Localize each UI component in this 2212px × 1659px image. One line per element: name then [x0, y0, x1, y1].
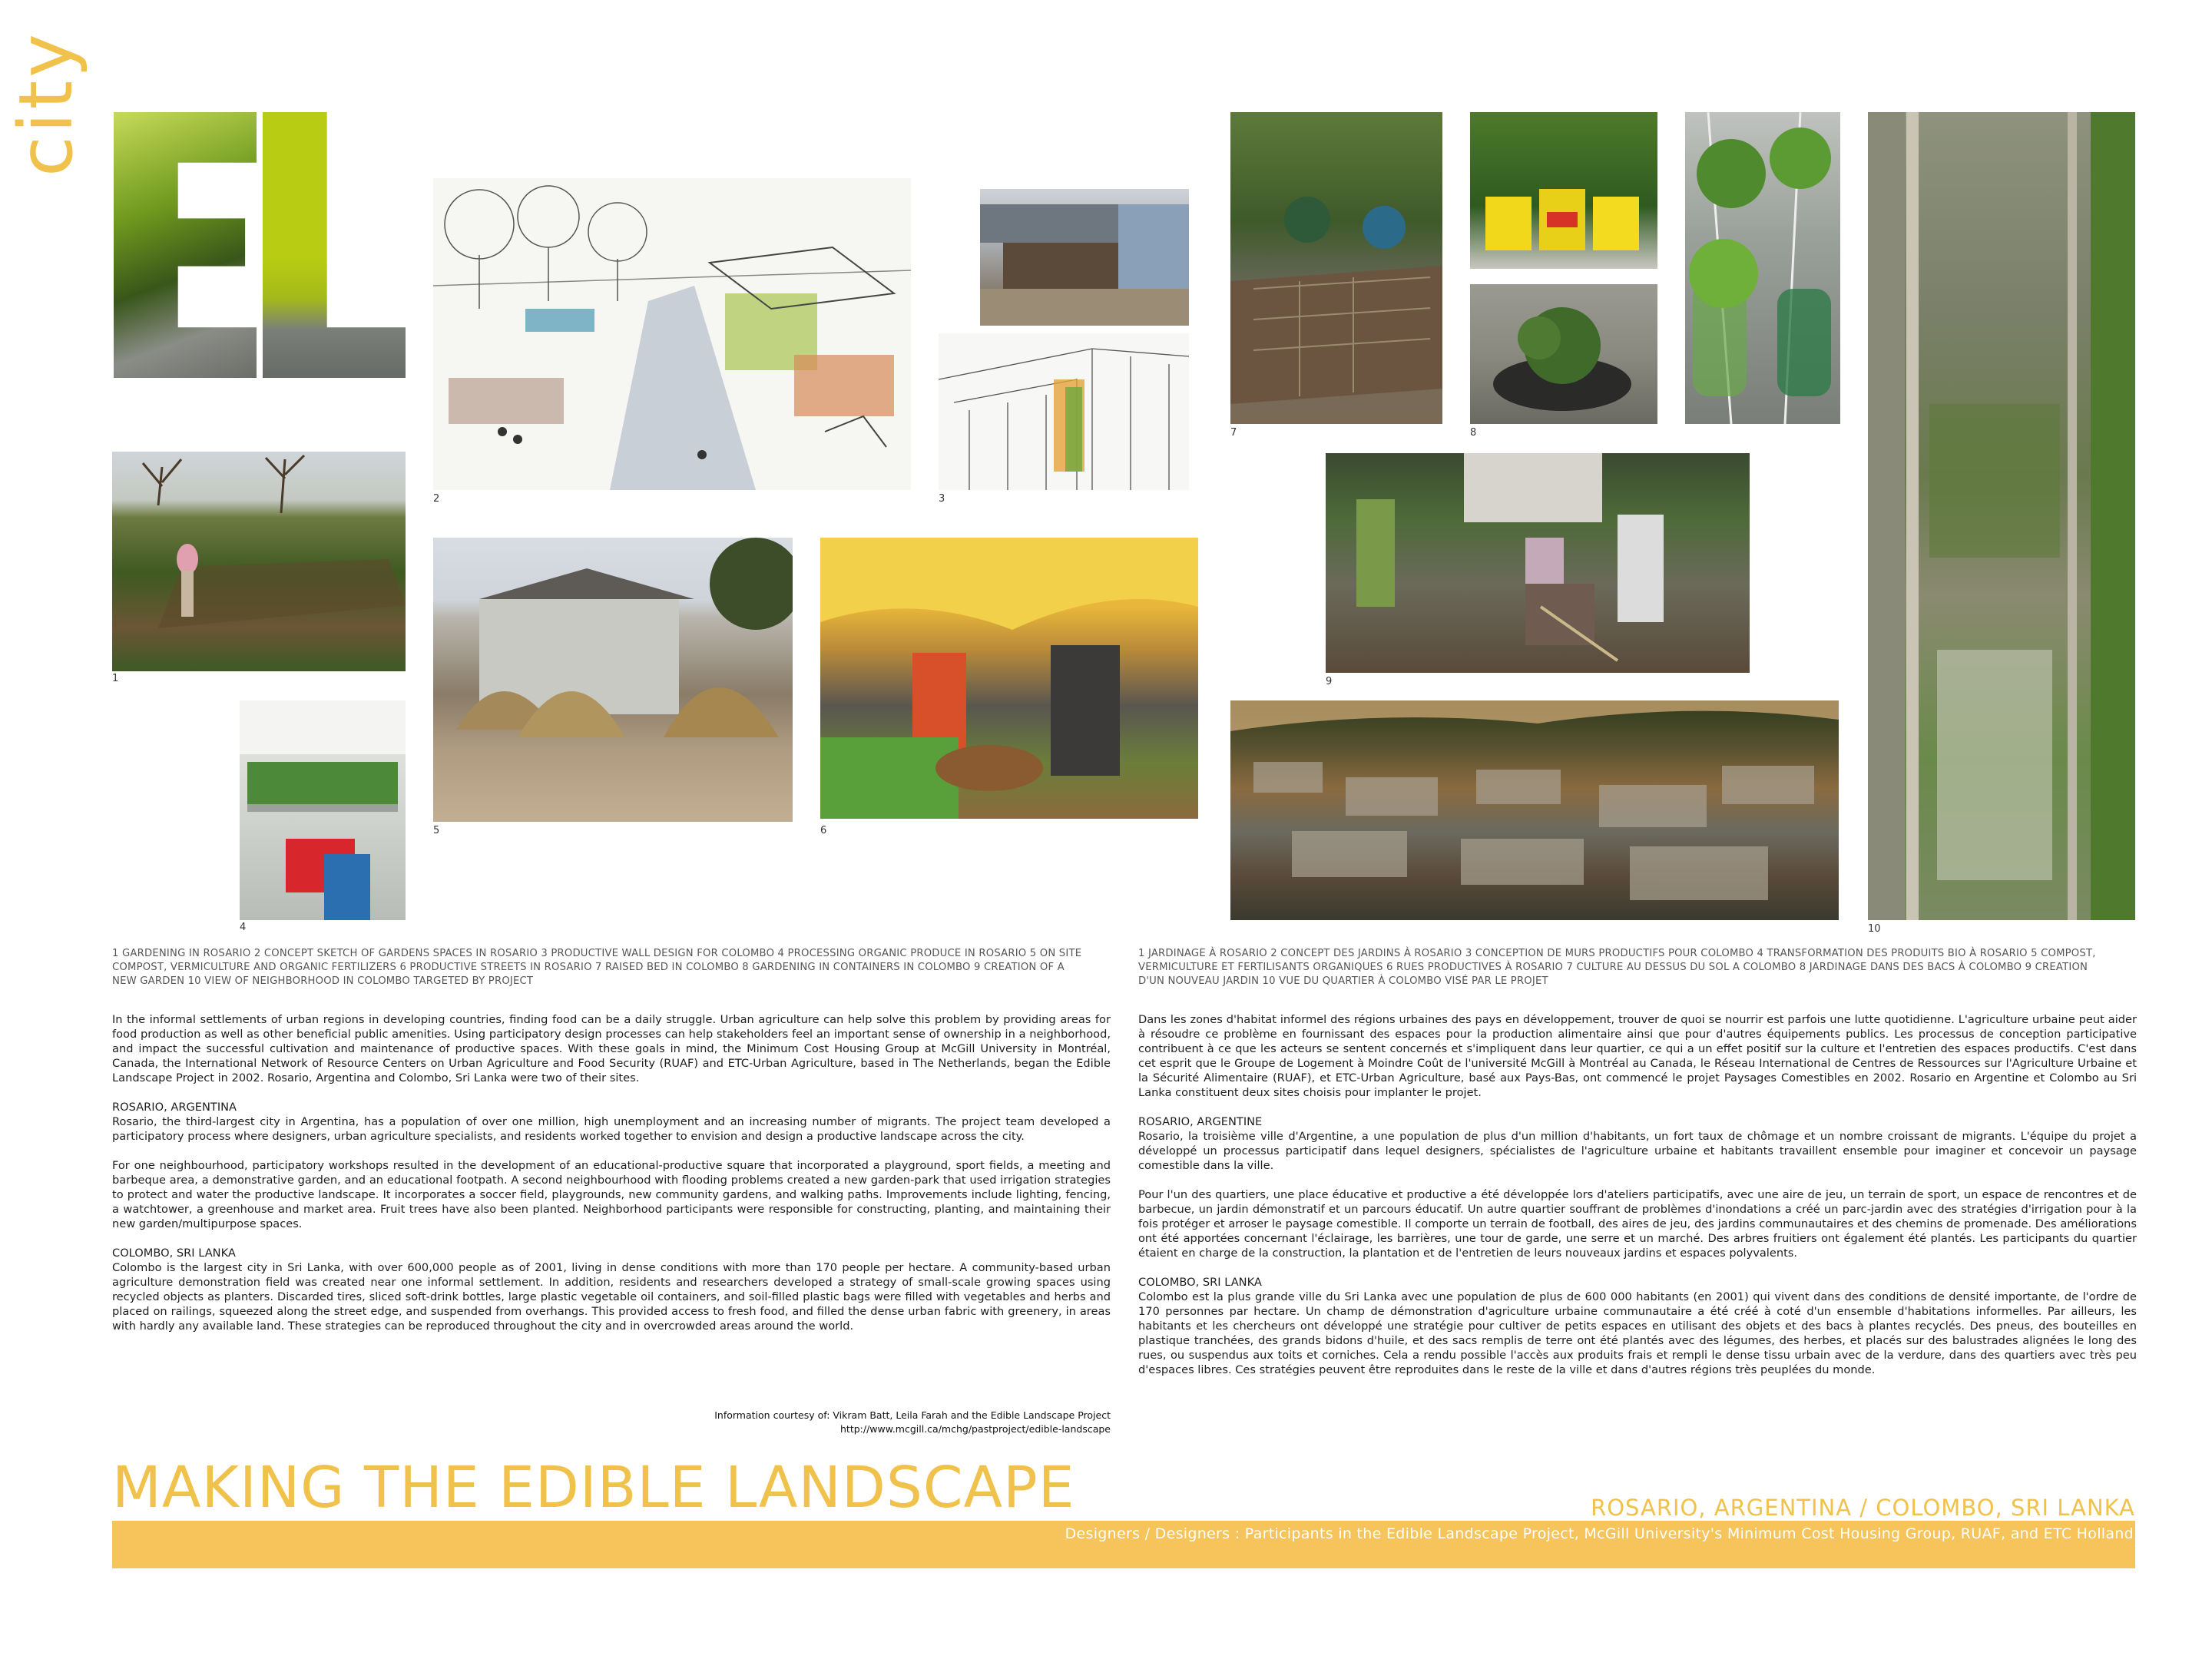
logo-letter-l: [263, 112, 406, 378]
heading-colombo: COLOMBO, SRI LANKA: [112, 1247, 236, 1260]
photo-gardening-rosario: [112, 452, 406, 671]
photo-number: 4: [240, 922, 247, 933]
rosario-paragraph-2-fr: Pour l'un des quartiers, une place éducative et productive a été développée lors d'ateliers participatifs, avec une aire de jeu, un terrain de sport, un espace de rencontres et de barbecue, un jardin démonstratif et un parcours éducatif. Un autre quartier souffrant de problèmes d'inondations a créé un parc-jardin avec des stratégies d'irrigation pour à la fois protéger et arroser le paysage comestible. Il comporte un terrain de football, des aires de jeu, des jardins communautaires et des chemins de promenade. Des améliorations ont été apportées concernant l'éclairage, les barrières, une tour de garde, une serre et un marché. Des arbres fruitiers ont également été plantés. Les participants du quartier étaient en charge de la construction, la plantation et de l'entretien de leurs nouveaux jardins et espaces polyvalents.: [1138, 1188, 2137, 1260]
body-text-english: [112, 1012, 1111, 1348]
photo-number: 8: [1470, 427, 1477, 439]
intro-paragraph-fr: Dans les zones d'habitat informel des régions urbaines des pays en développement, trouver de quoi se nourrir est parfois une lutte quotidienne. L'agriculture urbaine peut aider à résoudre ce problème en fournissant des espaces pour la production alimentaire ainsi que pour d'autres équipements publics. Les processus de conception participative contribuent à ce que les acteurs se sentent concernés et s'impliquent dans leur quartier, ce qui a un effet positif sur la culture et l'entretien des espaces productifs. C'est dans cet esprit que le Groupe de Logement à Moindre Coût de l'université McGill à Montréal au Canada, le Réseau International de Centres de Ressources sur l'Agriculture Urbaine et la Sécurité Alimentaire (RUAF), et ETC-Urban Agriculture, basé aux Pays-Bas, ont commencé le projet Paysages Comestibles en 2002. Rosario en Argentine et Colombo au Sri Lanka constituent deux sites choisis pour implanter le projet.: [1138, 1013, 2137, 1099]
photo-bottle-planters: [1685, 112, 1840, 424]
photo-number: 3: [939, 493, 945, 505]
captions-english: 1 GARDENING IN ROSARIO 2 CONCEPT SKETCH OF GARDENS SPACES IN ROSARIO 3 PRODUCTIVE WALL DESIGN FOR COLOMBO 4 PROCESSING ORGANIC PRODUCE IN ROSARIO 5 ON SITE COMPOST, VERMICULTURE AND ORGANIC FERTILIZERS 6 PRODUCTIVE STREETS IN ROSARIO 7 RAISED BED IN COLOMBO 8 GARDENING IN CONTAINERS IN COLOMBO 9 CREATION OF A NEW GARDEN 10 VIEW OF NEIGHBORHOOD IN COLOMBO TARGETED BY PROJECT: [112, 948, 1082, 987]
photo-number: 10: [1868, 923, 1881, 935]
credit-line: Information courtesy of: Vikram Batt, Leila Farah and the Edible Landscape Project: [714, 1409, 1111, 1421]
credit-url[interactable]: http://www.mcgill.ca/mchg/pastproject/edible-landscape: [840, 1423, 1111, 1435]
photo-processing-produce: [240, 700, 406, 920]
colombo-paragraph: Colombo is the largest city in Sri Lanka, with over 600,000 people as of 2001, living in dense conditions with more than 170 people per hectare. A community-based urban agriculture demonstration field was created near one informal settlement. In addition, residents and researchers developed a strategy of small-scale growing spaces using recycled objects as planters. Discarded tires, sliced soft-drink bottles, large plastic vegetable oil containers, and soil-filled plastic bags were filled with vegetables and herbs and placed on railings, squeezed along the street edge, and suspended from overhangs. This provided access to fresh food, and filled the dense urban fabric with greenery, in areas with hardly any available land. These strategies can be reproduced throughout the city and in overcrowded areas around the world.: [112, 1261, 1111, 1333]
intro-paragraph: In the informal settlements of urban regions in developing countries, finding food can be a daily struggle. Urban agriculture can help solve this problem by providing areas for food production as well as other beneficial public amenities. Using participatory design processes can help stakeholders feel an important sense of ownership in a neighborhood, and impact the successful cultivation and maintenance of productive spaces. With these goals in mind, the Minimum Cost Housing Group at McGill University in Montréal, Canada, the International Network of Resource Centers on Urban Agriculture and Food Security (RUAF) and ETC-Urban Agriculture, based in The Netherlands, began the Edible Landscape Project in 2002. Rosario, Argentina and Colombo, Sri Lanka were two of their sites.: [112, 1013, 1111, 1084]
photo-neighborhood-rooftops: [1230, 700, 1839, 920]
page-title: MAKING THE EDIBLE LANDSCAPE: [112, 1455, 1075, 1521]
photo-tire-planter: [1470, 284, 1657, 424]
photo-number: 2: [433, 493, 440, 505]
photo-compost: [433, 538, 793, 822]
photo-number: 7: [1230, 427, 1237, 439]
location-label: ROSARIO, ARGENTINA / COLOMBO, SRI LANKA: [1591, 1495, 2135, 1521]
photo-productive-wall-sketch: [939, 333, 1189, 490]
rosario-paragraph-fr: Rosario, la troisième ville d'Argentine, a une population de plus d'un million d'habitants, un fort taux de chômage et un nombre croissant de migrants. L'équipe du projet a développé un processus participatif dans lequel designers, spécialistes de l'agriculture urbaine et habitants travaillent ensemble pour imaginer et concevoir un paysage comestible dans la ville.: [1138, 1130, 2137, 1172]
photo-new-garden: [1326, 453, 1750, 673]
captions-french: 1 JARDINAGE À ROSARIO 2 CONCEPT DES JARDINS À ROSARIO 3 CONCEPTION DE MURS PRODUCTIFS POUR COLOMBO 4 TRANSFORMATION DES PRODUITS BIO À ROSARIO 5 COMPOST, VERMICULTURE ET FERTILISANTS ORGANIQUES 6 RUES PRODUCTIVES À ROSARIO 7 CULTURE AU DESSUS DU SOL A COLOMBO 8 JARDINAGE DANS DES BACS À COLOMBO 9 CREATION D'UN NOUVEAU JARDIN 10 VUE DU QUARTIER À COLOMBO VISÉ PAR LE PROJET: [1138, 948, 2096, 987]
heading-colombo-fr: COLOMBO, SRI LANKA: [1138, 1276, 1262, 1289]
photo-colombo-street: [980, 189, 1189, 326]
photo-aerial-neighborhood: [1868, 112, 2135, 920]
photo-raised-bed: [1230, 112, 1442, 424]
rosario-paragraph: Rosario, the third-largest city in Argentina, has a population of over one million, high unemployment and an increasing number of migrants. The project team developed a participatory process where designers, urban agriculture specialists, and residents worked together to envision and design a productive landscape across the city.: [112, 1115, 1111, 1143]
photo-number: 6: [820, 825, 827, 836]
heading-rosario: ROSARIO, ARGENTINA: [112, 1101, 237, 1114]
designers-credit: Designers / Designers : Participants in the Edible Landscape Project, McGill University's Minimum Cost Housing Group, RUAF, and ETC Holland: [1065, 1525, 2134, 1542]
colombo-paragraph-fr: Colombo est la plus grande ville du Sri Lanka avec une population de plus de 600 000 habitants (en 2001) qui vivent dans des conditions de densité importante, de l'ordre de 170 personnes par hectare. Un champ de démonstration d'agriculture urbaine communautaire a été créé à coté d'un ensemble d'habitations informelles. Par ailleurs, les habitants et les chercheurs ont développé une stratégie pour cultiver de petits espaces en utilisant des objets et des bacs à plantes recyclés. Des pneus, des bouteilles en plastique tranchées, des grands bidons d'huile, et des sacs remplis de terre ont été plantés avec des légumes, des herbes, et placés sur des balustrades alignées le long des rues, ou suspendus aux toits et corniches. Cela a rendu possible l'accès aux produits frais et rempli le dense tissu urbain avec de la verdure, dans des quartiers avec très peu d'espaces libres. Ces stratégies peuvent être reproduites dans le reste de la ville et dans d'autres régions très peuplées du monde.: [1138, 1290, 2137, 1376]
photo-containers: [1470, 112, 1657, 269]
photo-number: 1: [112, 673, 119, 684]
rosario-paragraph-2: For one neighbourhood, participatory workshops resulted in the development of an educational-productive square that incorporated a playground, sport fields, a meeting and barbeque area, a demonstrative garden, and an educational footpath. A second neighbourhood with flooding problems created a new garden-park that used irrigation strategies to protect and water the productive landscape. It incorporates a soccer field, playgrounds, new community gardens, and walking paths. Improvements include lighting, fencing, a watchtower, a greenhouse and market area. Fruit trees have also been planted. Neighborhood participants were responsible for constructing, planting, and maintaining their new garden/multipurpose spaces.: [112, 1159, 1111, 1230]
logo-city-word: city: [3, 31, 89, 177]
heading-rosario-fr: ROSARIO, ARGENTINE: [1138, 1115, 1263, 1128]
photo-productive-streets: [820, 538, 1198, 819]
credit-block: [538, 1409, 1111, 1436]
photo-number: 5: [433, 825, 440, 836]
body-text-french: [1138, 1012, 2137, 1392]
photo-concept-sketch: [433, 178, 911, 490]
photo-number: 9: [1326, 676, 1333, 687]
logo-letter-e: [114, 112, 257, 378]
